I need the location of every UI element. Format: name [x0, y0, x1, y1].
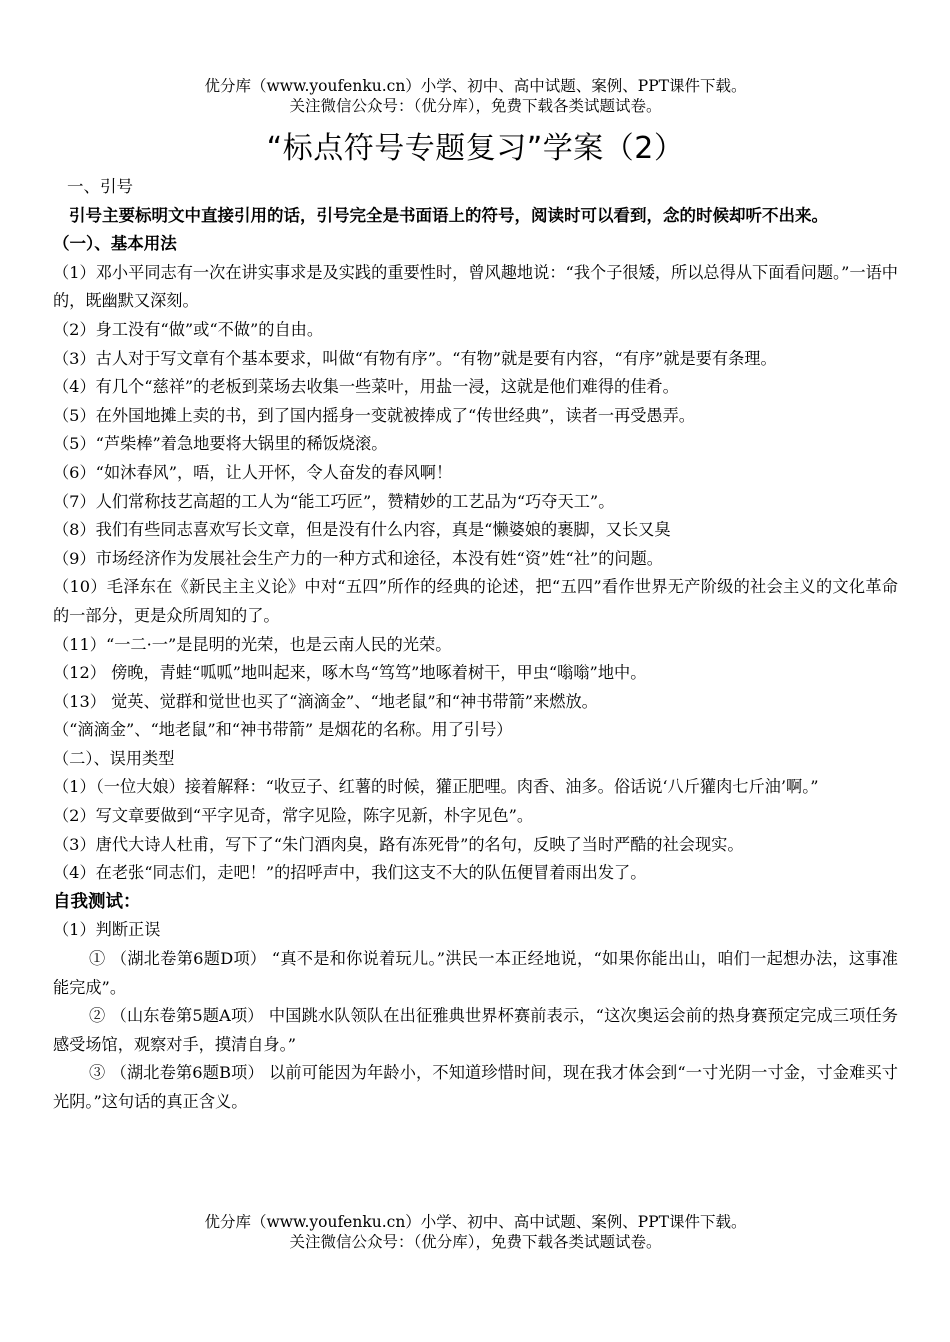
- header-line-2: 关注微信公众号：（优分库），免费下载各类试题试卷。: [289, 97, 662, 115]
- section-heading-quotes: 一、引号: [67, 177, 133, 196]
- test-item: ① （湖北卷第6题D项） “真不是和你说着玩儿。”洪民一本正经地说，“如果你能出山，咱们一起想办法，这事准能完成”。: [53, 949, 898, 997]
- page-footer: [53, 1212, 898, 1252]
- self-test-heading: 自我测试：: [53, 891, 141, 912]
- list-item: （3）唐代大诗人杜甫，写下了“朱门酒肉臭，路有冻死骨”的名句，反映了当时严酷的社会现实。: [53, 834, 744, 854]
- basic-usage-list: [53, 259, 898, 745]
- list-item: （5）在外国地摊上卖的书，到了国内摇身一变就被捧成了“传世经典”，读者一再受愚弄。: [53, 405, 695, 425]
- list-item: （11）“一二·一”是昆明的光荣，也是云南人民的光荣。: [53, 634, 452, 654]
- list-item: （10）毛泽东在《新民主主义论》中对“五四”所作的经典的论述，把“五四”看作世界无产阶级的社会主义的文化革命的一部分，更是众所周知的了。: [53, 577, 898, 625]
- document-page: [53, 76, 898, 1117]
- misuse-heading: （二）、误用类型: [53, 748, 175, 768]
- list-item: （5）“芦柴棒”着急地要将大锅里的稀饭烧滚。: [53, 434, 388, 454]
- list-item: （4）有几个“慈祥”的老板到菜场去收集一些菜叶，用盐一浸，这就是他们难得的佳肴。: [53, 377, 679, 397]
- intro-paragraph: 引号主要标明文中直接引用的话，引号完全是书面语上的符号，阅读时可以看到，念的时候却听不出来。: [69, 205, 828, 225]
- self-test-subheading: （1）判断正误: [53, 920, 161, 940]
- list-item: （1）（一位大娘）接着解释：“收豆子、红薯的时候，獾正肥哩。肉香、油多。俗话说‘八斤獾肉七斤油’啊。”: [53, 777, 819, 797]
- list-item: （12） 傍晚，青蛙“呱呱”地叫起来，啄木鸟“笃笃”地啄着树干，甲虫“嗡嗡”地中。: [53, 663, 647, 683]
- footer-line-1: 优分库（www.youfenku.cn）小学、初中、高中试题、案例、PPT课件下载。: [204, 1213, 747, 1231]
- misuse-list: [53, 773, 898, 887]
- test-item: ② （山东卷第5题A项） 中国跳水队领队在出征雅典世界杯赛前表示，“这次奥运会前的热身赛预定完成三项任务感受场馆，观察对手，摸清自身。”: [53, 1006, 898, 1054]
- basic-usage-heading: （一）、基本用法: [53, 234, 177, 254]
- header-line-1: 优分库（www.youfenku.cn）小学、初中、高中试题、案例、PPT课件下载。: [204, 77, 747, 95]
- list-item: （2）身工没有“做”或“不做”的自由。: [53, 319, 324, 339]
- footer-line-2: 关注微信公众号：（优分库），免费下载各类试题试卷。: [289, 1233, 662, 1251]
- list-item: （6）“如沐春风”，唔，让人开怀，令人奋发的春风啊！: [53, 462, 453, 482]
- list-item: （13） 觉英、觉群和觉世也买了“滴滴金”、“地老鼠”和“神书带箭”来燃放。: [53, 691, 598, 711]
- document-title: “标点符号专题复习”学案（2）: [266, 131, 685, 166]
- list-item: （9）市场经济作为发展社会生产力的一种方式和途径，本没有姓“资”姓“社”的问题。: [53, 548, 663, 568]
- list-item: （1）邓小平同志有一次在讲实事求是及实践的重要性时，曾风趣地说：“我个子很矮，所以总得从下面看问题。”一语中的，既幽默又深刻。: [53, 262, 898, 311]
- test-item: ③ （湖北卷第6题B项） 以前可能因为年龄小，不知道珍惜时间，现在我才体会到“一寸光阴一寸金，寸金难买寸光阴。”这句话的真正含义。: [53, 1063, 898, 1111]
- list-item: （4）在老张“同志们，走吧！”的招呼声中，我们这支不大的队伍便冒着雨出发了。: [53, 863, 647, 883]
- page-header: [53, 76, 898, 116]
- self-test-list: [53, 945, 898, 1117]
- list-item: （8）我们有些同志喜欢写长文章，但是没有什么内容，真是“懒婆娘的裹脚，又长又臭: [53, 520, 671, 540]
- list-item: （2）写文章要做到“平字见奇，常字见险，陈字见新，朴字见色”。: [53, 806, 534, 826]
- list-item: （“滴滴金”、“地老鼠”和“神书带箭” 是烟花的名称。用了引号）: [53, 720, 513, 740]
- list-item: （3）古人对于写文章有个基本要求，叫做“有物有序”。“有物”就是要有内容，“有序”就是要有条理。: [53, 348, 777, 368]
- list-item: （7）人们常称技艺高超的工人为“能工巧匠”，赞精妙的工艺品为“巧夺天工”。: [53, 491, 615, 511]
